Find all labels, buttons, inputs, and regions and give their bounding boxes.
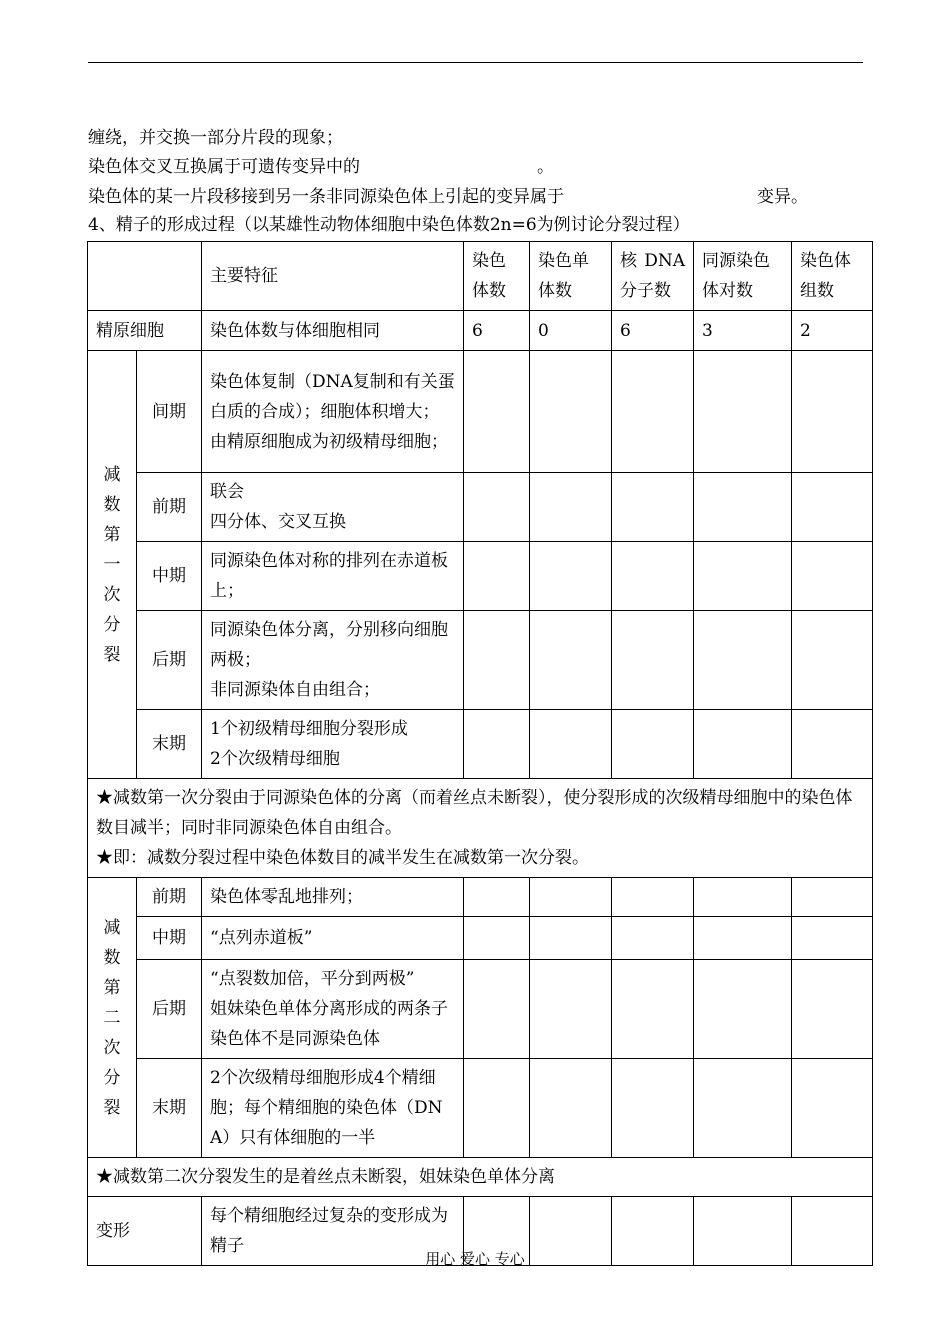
blank-cell[interactable] [530, 960, 612, 1059]
blank-cell[interactable] [792, 1059, 873, 1158]
blank-cell[interactable] [612, 473, 694, 542]
m2-prophase-row [88, 878, 873, 917]
phase-label: 末期 [137, 1059, 202, 1158]
meiosis1-note-1: ★减数第一次分裂由于同源染色体的分离（而着丝点未断裂），使分裂形成的次级精母细胞中的染色体数目减半；同时非同源染色体自由组合。 [96, 788, 853, 838]
blank-end-3: 变异。 [757, 187, 808, 207]
blank-cell[interactable] [530, 878, 612, 917]
meiosis2-label: 减数第二次分裂 [88, 878, 137, 1158]
blank-cell[interactable] [694, 710, 792, 779]
cell-value: 6 [464, 311, 530, 351]
blank-cell[interactable] [530, 473, 612, 542]
blank-cell[interactable] [530, 542, 612, 611]
meiosis1-note-2: ★即：减数分裂过程中染色体数目的减半发生在减数第一次分裂。 [96, 848, 589, 868]
phase-feature: 同源染色体对称的排列在赤道板上； [202, 542, 464, 611]
m1-metaphase-row [88, 542, 873, 611]
meiosis2-note: ★减数第二次分裂发生的是着丝点未断裂，姐妹染色单体分离 [88, 1158, 873, 1197]
header-dna: 核 DNA分子数 [612, 242, 694, 311]
deformation-feature: 每个精细胞经过复杂的变形成为精子 [202, 1197, 464, 1266]
header-rule [88, 62, 863, 63]
blank-cell[interactable] [694, 351, 792, 473]
m1-prophase-row [88, 473, 873, 542]
spermatogonium-row [88, 311, 873, 351]
blank-cell[interactable] [694, 960, 792, 1059]
blank-cell[interactable] [612, 960, 694, 1059]
blank-cell[interactable] [694, 611, 792, 710]
m2-telophase-row [88, 1059, 873, 1158]
blank-cell[interactable] [694, 542, 792, 611]
blank-cell[interactable] [792, 542, 873, 611]
deformation-label: 变形 [88, 1197, 202, 1266]
phase-feature: 同源染色体分离，分别移向细胞两极； 非同源染体自由组合； [202, 611, 464, 710]
blank-cell[interactable] [464, 1059, 530, 1158]
spermatogenesis-table [87, 241, 873, 1266]
m2-note-row [88, 1158, 873, 1197]
blank-cell[interactable] [464, 710, 530, 779]
blank-cell[interactable] [792, 878, 873, 917]
phase-label: 后期 [137, 960, 202, 1059]
phase-label: 后期 [137, 611, 202, 710]
blank-cell[interactable] [530, 710, 612, 779]
meiosis1-label: 减数第一次分裂 [88, 351, 137, 779]
spermatogonium-label: 精原细胞 [88, 311, 202, 351]
blank-cell[interactable] [792, 960, 873, 1059]
blank-cell[interactable] [612, 917, 694, 960]
phase-feature: 2个次级精母细胞形成4个精细胞；每个精细胞的染色体（DNA）只有体细胞的一半 [202, 1059, 464, 1158]
phase-label: 间期 [137, 351, 202, 473]
blank-cell[interactable] [464, 542, 530, 611]
m1-telophase-row [88, 710, 873, 779]
phase-feature: 染色体复制（DNA复制和有关蛋白质的合成）；细胞体积增大；由精原细胞成为初级精母细胞； [202, 351, 464, 473]
cell-value: 3 [694, 311, 792, 351]
m2-metaphase-row [88, 917, 873, 960]
phase-label: 中期 [137, 542, 202, 611]
cell-value: 2 [792, 311, 873, 351]
m2-anaphase-row [88, 960, 873, 1059]
blank-cell[interactable] [530, 1059, 612, 1158]
blank-cell[interactable] [530, 611, 612, 710]
header-chromosome-sets: 染色体组数 [792, 242, 873, 311]
header-chromatids: 染色单体数 [530, 242, 612, 311]
phase-label: 前期 [137, 473, 202, 542]
blank-cell[interactable] [792, 710, 873, 779]
blank-cell[interactable] [464, 917, 530, 960]
phase-feature: “点裂数加倍，平分到两极” 姐妹染色单体分离形成的两条子染色体不是同源染色体 [202, 960, 464, 1059]
intro-line-2-text: 染色体交叉互换属于可遗传变异中的 [88, 157, 360, 177]
blank-cell[interactable] [464, 611, 530, 710]
blank-cell[interactable] [792, 351, 873, 473]
spermatogonium-feature: 染色体数与体细胞相同 [202, 311, 464, 351]
blank-cell[interactable] [694, 473, 792, 542]
section-heading: 4、精子的形成过程（以某雄性动物体细胞中染色体数2n=6为例讨论分裂过程） [88, 215, 690, 235]
phase-feature: 1个初级精母细胞分裂形成 2个次级精母细胞 [202, 710, 464, 779]
blank-cell[interactable] [530, 351, 612, 473]
blank-cell[interactable] [694, 917, 792, 960]
blank-cell[interactable] [792, 917, 873, 960]
blank-cell[interactable] [464, 473, 530, 542]
blank-cell[interactable] [464, 878, 530, 917]
blank-cell[interactable] [612, 351, 694, 473]
intro-line-2 [88, 155, 360, 179]
header-blank [88, 242, 202, 311]
phase-label: 末期 [137, 710, 202, 779]
meiosis1-note [88, 779, 873, 878]
phase-feature: 染色体零乱地排列； [202, 878, 464, 917]
blank-cell[interactable] [612, 542, 694, 611]
intro-line-1: 缠绕，并交换一部分片段的现象； [88, 128, 343, 148]
phase-feature: “点列赤道板” [202, 917, 464, 960]
blank-cell[interactable] [792, 611, 873, 710]
blank-cell[interactable] [612, 710, 694, 779]
blank-cell[interactable] [464, 960, 530, 1059]
phase-feature: 联会 四分体、交叉互换 [202, 473, 464, 542]
blank-cell[interactable] [612, 611, 694, 710]
blank-cell[interactable] [694, 1059, 792, 1158]
phase-label: 中期 [137, 917, 202, 960]
m1-note-row [88, 779, 873, 878]
blank-cell[interactable] [612, 1059, 694, 1158]
phase-label: 前期 [137, 878, 202, 917]
cell-value: 6 [612, 311, 694, 351]
m1-anaphase-row [88, 611, 873, 710]
header-row [88, 242, 873, 311]
intro-line-3: 染色体的某一片段移接到另一条非同源染色体上引起的变异属于 [88, 187, 564, 207]
blank-cell[interactable] [694, 878, 792, 917]
blank-cell[interactable] [792, 473, 873, 542]
blank-cell[interactable] [612, 878, 694, 917]
blank-cell[interactable] [464, 351, 530, 473]
blank-cell[interactable] [530, 917, 612, 960]
m1-interphase-row [88, 351, 873, 473]
header-feature: 主要特征 [202, 242, 464, 311]
header-chromosomes: 染色体数 [464, 242, 530, 311]
cell-value: 0 [530, 311, 612, 351]
header-homologous-pairs: 同源染色体对数 [694, 242, 792, 311]
blank-end-2: 。 [537, 157, 554, 177]
page-footer: 用心 爱心 专心 [425, 1250, 525, 1268]
